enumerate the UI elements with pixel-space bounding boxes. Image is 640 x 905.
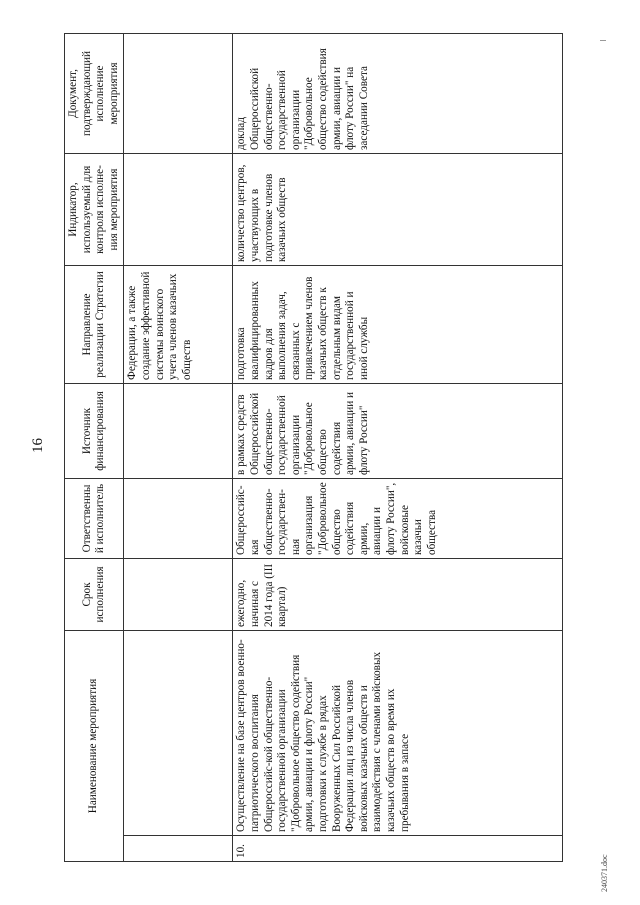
row-name: Осуществление на базе центров военно-патриотического воспитания Общероссийс-кой общественно-государственной организации "Добровольное общество содействия армии, авиации и флоту России" подготовки к службе в рядах Вооруженных Сил Российской Федерации лиц из числа членов войсковых казачьих обществ и взаимодействия с членами войсковых казачьих обществ во время их пребывания в запасе — [233, 631, 563, 836]
page-number: 16 — [30, 438, 46, 453]
footer-filename: 240371.doc — [600, 854, 609, 892]
row-number: 10. — [233, 836, 563, 862]
row-indicator: количество центров, участвующих в подготовке членов казачьих обществ — [233, 154, 563, 266]
continuation-row — [124, 34, 233, 862]
cont-cell-direction: Федерации, а также создание эффективной системы воинского учета членов казачьих обществ — [124, 266, 233, 384]
cont-cell-responsible — [124, 479, 233, 559]
header-financing: Источник финансирования — [65, 384, 124, 479]
row-term: ежегодно, начиная с 2014 года (III квартал) — [233, 559, 563, 631]
header-name: Наименование мероприятия — [65, 631, 124, 862]
cont-cell-num — [124, 836, 233, 862]
header-term: Срок исполнения — [65, 559, 124, 631]
header-document: Документ, подтверждающий исполнение мероприятия — [65, 34, 124, 154]
scan-mark — [600, 40, 606, 41]
events-table — [64, 33, 563, 862]
table-row — [233, 34, 563, 862]
cont-cell-financing — [124, 384, 233, 479]
row-responsible: Общероссийс-кая общественно-государствен-ная организация "Добровольное общество содействия армии, авиации и флоту России", войсковые казачьи общества — [233, 479, 563, 559]
header-row — [65, 34, 124, 862]
row-direction: подготовка квалифицированных кадров для выполнения задач, связанных с привлечением членов казачьих обществ к отдельным видам государственной и иной службы — [233, 266, 563, 384]
row-financing: в рамках средств Общероссийской общественно-государственной организации "Добровольное общество содействия армии, авиации и флоту России" — [233, 384, 563, 479]
cont-cell-name — [124, 631, 233, 836]
row-document: доклад Общероссийской общественно-государственной организации "Добровольное общество содействия армии, авиации и флоту России" на заседании Совета — [233, 34, 563, 154]
header-indicator: Индикатор, используемый для контроля исполне-ния мероприятия — [65, 154, 124, 266]
cont-cell-term — [124, 559, 233, 631]
cont-cell-indicator — [124, 154, 233, 266]
header-direction: Направление реализации Стратегии — [65, 266, 124, 384]
cont-cell-document — [124, 34, 233, 154]
rotated-table-container — [64, 34, 576, 862]
header-responsible: Ответственный исполнитель — [65, 479, 124, 559]
